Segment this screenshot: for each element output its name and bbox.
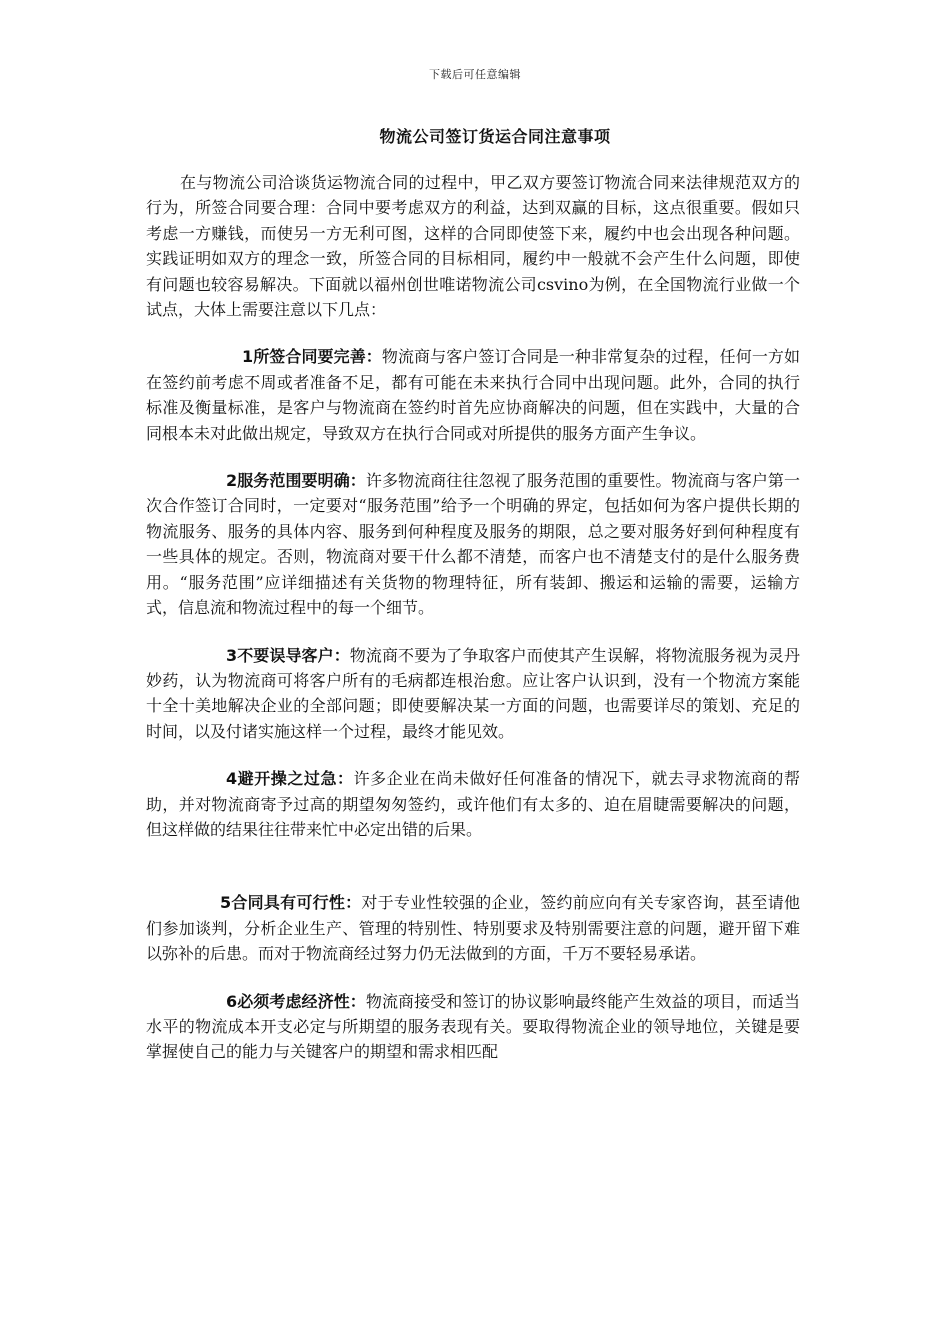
section-2-heading: 2服务范围要明确：	[226, 471, 366, 491]
section-1-text: 物流商与客户签订合同是一种非常复杂的过程，任何一方如在签约前考虑不周或者准备不足，都有可能在未来执行合同中出现问题。此外，合同的执行标准及衡量标准，是客户与物流商在签约时首先应协商解决的问题，但在实践中，大量的合同根本未对此做出规定，导致双方在执行合同或对所提供的服务方面产生争议。	[146, 347, 800, 443]
section-5	[146, 890, 800, 966]
document-title: 物流公司签订货运合同注意事项	[379, 127, 611, 146]
section-6-heading: 6必须考虑经济性：	[226, 991, 366, 1011]
section-2-text: 许多物流商往往忽视了服务范围的重要性。物流商与客户第一次合作签订合同时，一定要对“服务范围”给予一个明确的界定，包括如何为客户提供长期的物流服务、服务的具体内容、服务到何种程度及服务的期限，总之要对服务好到何种程度有一些具体的规定。否则，物流商对要干什么都不清楚，而客户也不清楚支付的是什么服务费用。“服务范围”应详细描述有关货物的物理特征，所有装卸、搬运和运输的需要，运输方式，信息流和物流过程中的每一个细节。	[146, 471, 800, 618]
section-3	[146, 643, 800, 745]
section-4	[146, 766, 800, 842]
section-2	[146, 468, 800, 620]
section-4-heading: 4避开操之过急：	[226, 769, 354, 789]
section-4-text: 许多企业在尚未做好任何准备的情况下，就去寻求物流商的帮助，并对物流商寄予过高的期望匆匆签约，或许他们有太多的、迫在眉睫需要解决的问题，但这样做的结果往往带来忙中必定出错的后果。	[146, 769, 800, 839]
section-5-text: 对于专业性较强的企业，签约前应向有关专家咨询，甚至请他们参加谈判，分析企业生产、管理的特别性、特别要求及特别需要注意的问题，避开留下难以弥补的后患。而对于物流商经过努力仍无法做到的方面，千万不要轻易承诺。	[146, 893, 800, 964]
section-6	[146, 989, 800, 1065]
page-header-note: 下载后可任意编辑	[429, 68, 521, 81]
section-5-heading: 5合同具有可行性：	[220, 893, 362, 913]
section-1	[146, 344, 800, 446]
document-body	[146, 170, 800, 1065]
intro-paragraph: 在与物流公司洽谈货运物流合同的过程中，甲乙双方要签订物流合同来法律规范双方的行为，所签合同要合理：合同中要考虑双方的利益，达到双赢的目标，这点很重要。假如只考虑一方赚钱，而使另一方无利可图，这样的合同即使签下来，履约中也会出现各种问题。实践证明如双方的理念一致，所签合同的目标相同，履约中一般就不会产生什么问题，即使有问题也较容易解决。下面就以福州创世唯诺物流公司csvino为例，在全国物流行业做一个试点，大体上需要注意以下几点：	[146, 173, 800, 320]
section-1-heading: 1所签合同要完善：	[242, 347, 382, 367]
section-3-heading: 3不要误导客户：	[226, 645, 350, 665]
section-6-text: 物流商接受和签订的协议影响最终能产生效益的项目，而适当水平的物流成本开支必定与所期望的服务表现有关。要取得物流企业的领导地位，关键是要掌握使自己的能力与关键客户的期望和需求相匹配	[146, 991, 800, 1062]
section-3-text: 物流商不要为了争取客户而使其产生误解，将物流服务视为灵丹妙药，认为物流商可将客户所有的毛病都连根治愈。应让客户认识到，没有一个物流方案能十全十美地解决企业的全部问题；即使要解决某一方面的问题，也需要详尽的策划、充足的时间，以及付诸实施这样一个过程，最终才能见效。	[146, 645, 800, 741]
